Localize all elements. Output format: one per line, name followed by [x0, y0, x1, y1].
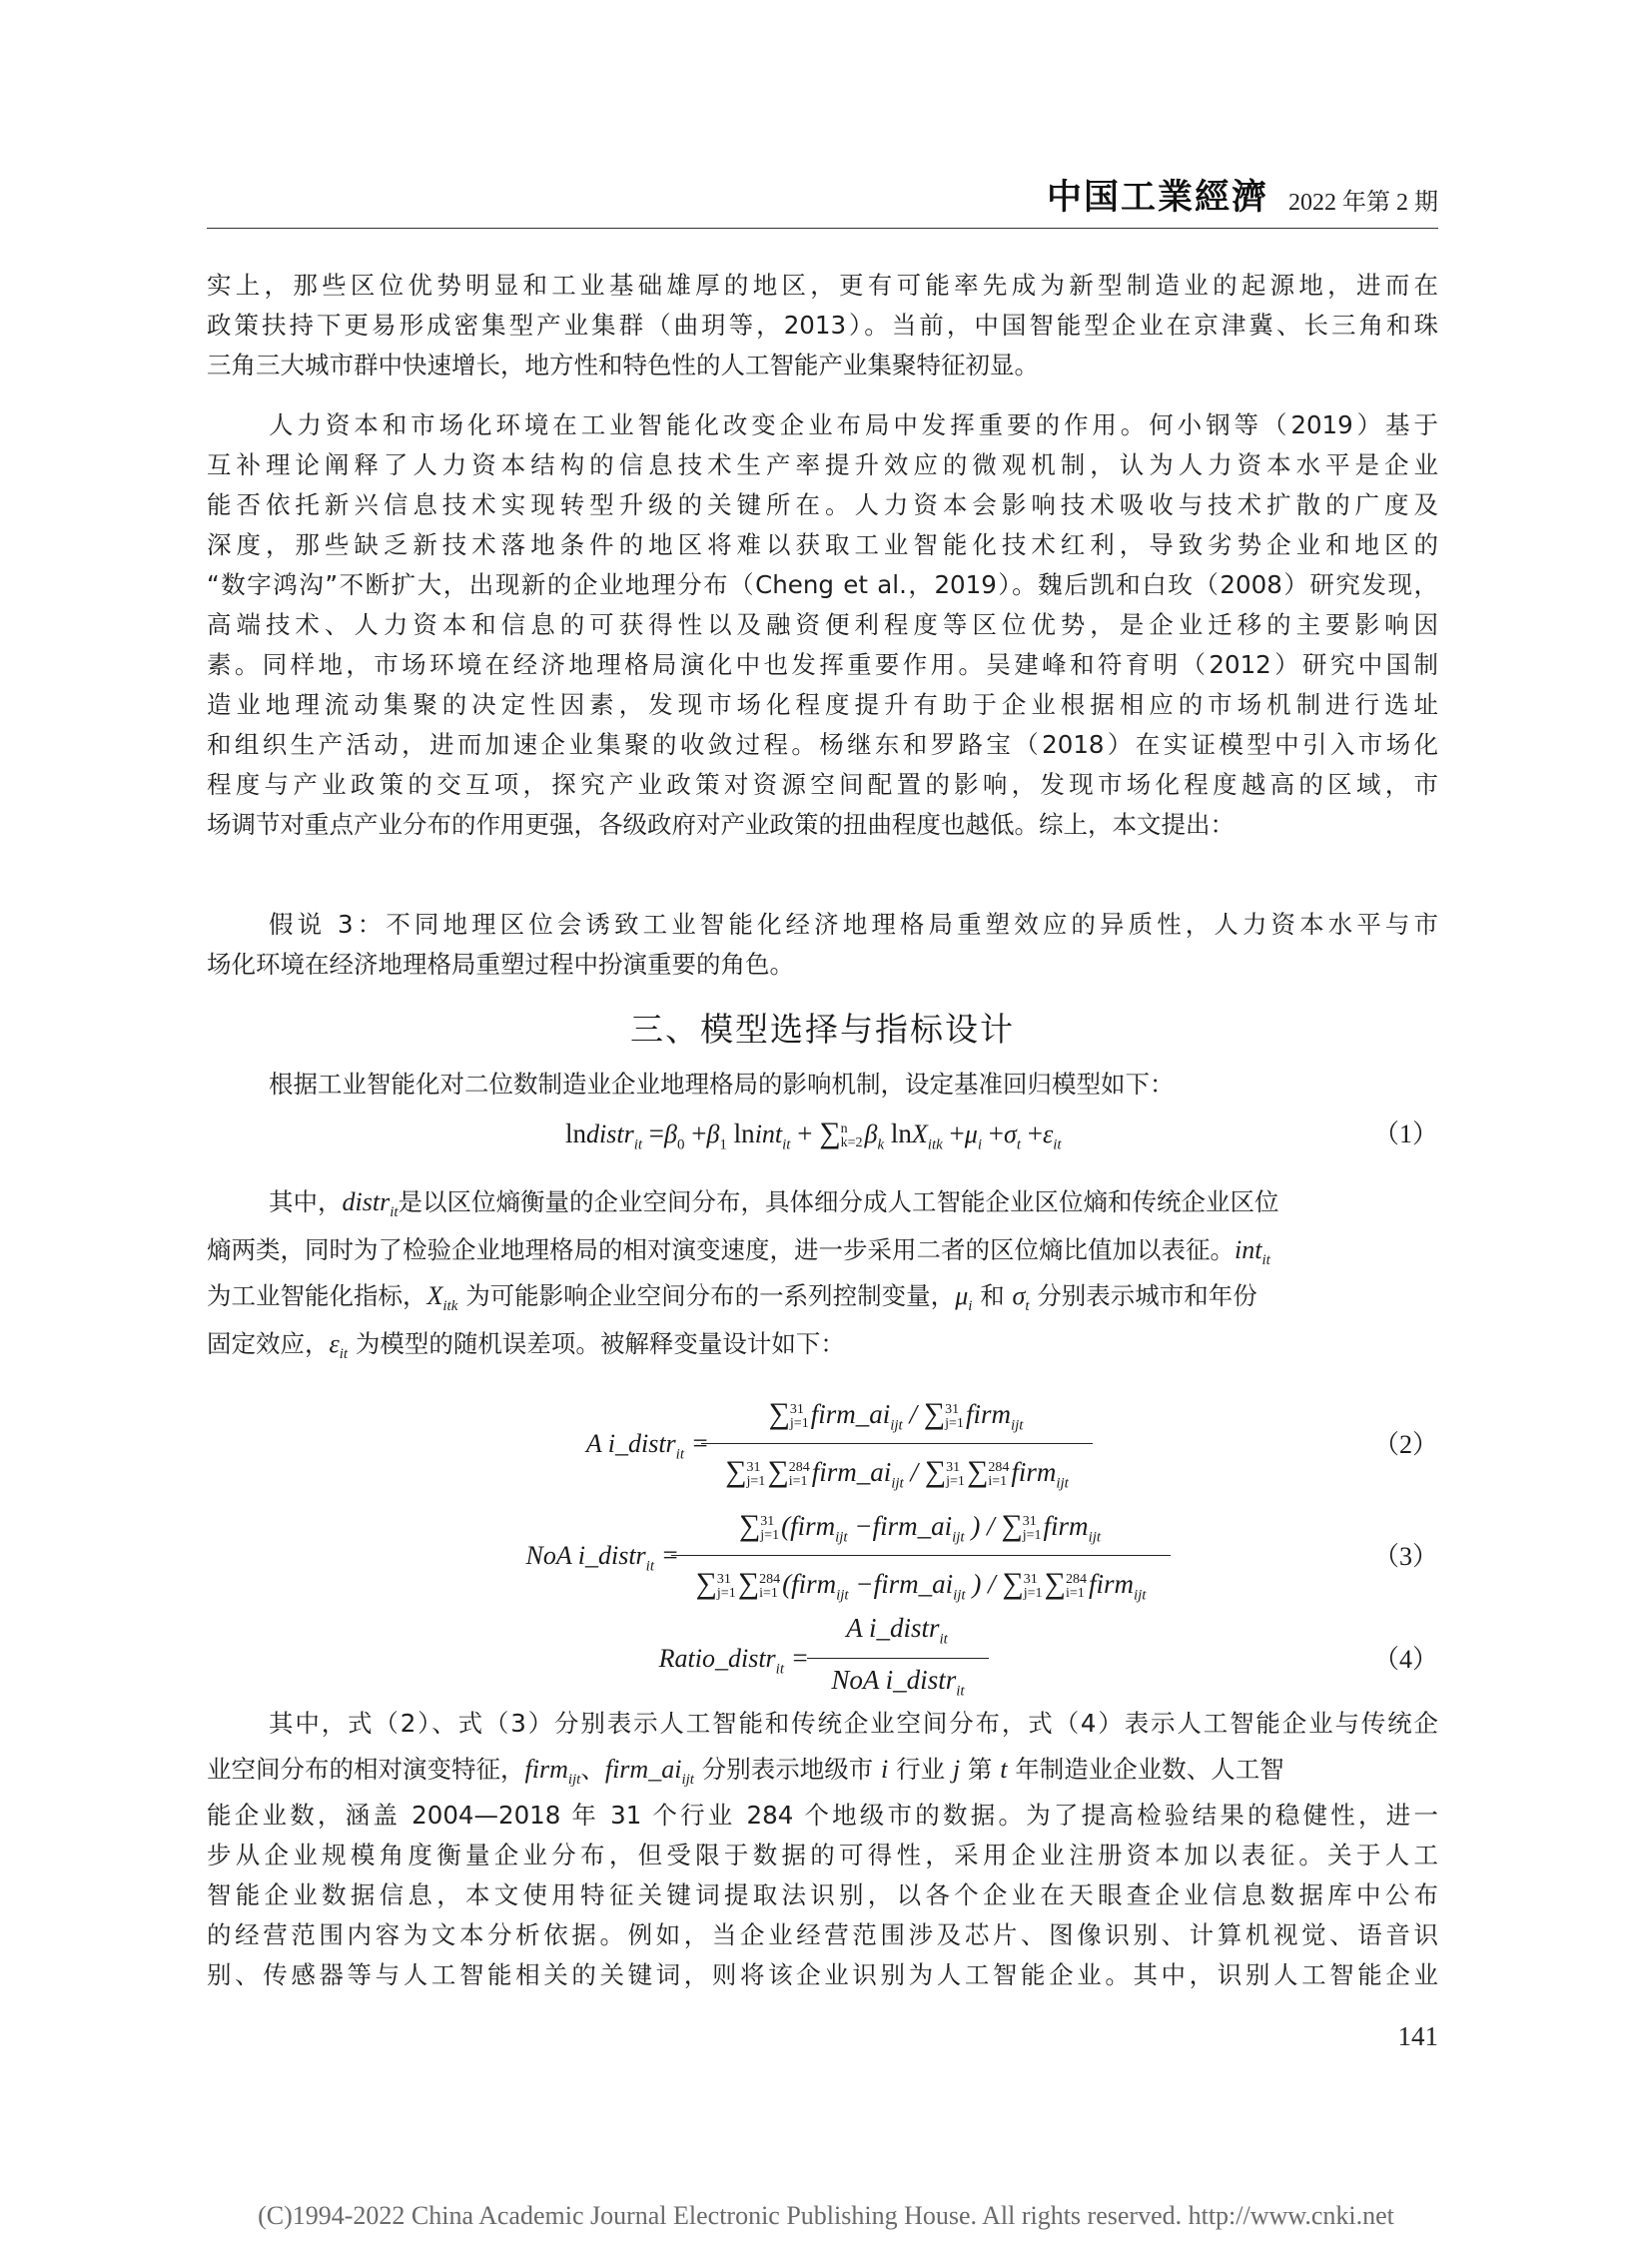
text-run: 为可能影响企业空间分布的一系列控制变量， — [465, 1281, 956, 1310]
text-run: 第 — [967, 1755, 993, 1784]
text-run: 熵两类，同时为了检验企业地理格局的相对演变速度，进一步采用二者的区位熵比值加以表征。 — [207, 1235, 1235, 1264]
text-run: 为模型的随机误差项。被解释变量设计如下： — [355, 1329, 845, 1358]
text-run: 分别表示地级市 — [701, 1755, 874, 1784]
para2-line: 和组织生产活动，进而加速企业集聚的收敛过程。杨继东和罗路宝（2018）在实证模型中引入市场化 — [207, 730, 1438, 759]
text-run: 其中， — [269, 1187, 343, 1216]
page-number: 141 — [1397, 2021, 1438, 2051]
journal-name: 中国工業經濟 — [1046, 177, 1268, 218]
text-run: 是以区位熵衡量的企业空间分布，具体细分成人工智能企业区位熵和传统企业区位 — [398, 1187, 1279, 1216]
para2-line: 深度，那些缺乏新技术落地条件的地区将难以获取工业智能化技术红利，导致劣势企业和地区的 — [207, 530, 1438, 559]
para2-line: 高端技术、人力资本和信息的可获得性以及融资便利程度等区位优势，是企业迁移的主要影响因 — [207, 610, 1438, 639]
variable-line: 别、传感器等与人工智能相关的关键词，则将该企业识别为人工智能企业。其中，识别人工智能企业 — [207, 1960, 1438, 1989]
variable-line: 其中，式（2）、式（3）分别表示人工智能和传统企业空间分布，式（4）表示人工智能企业与传统企 — [269, 1709, 1438, 1738]
definition-line: 固定效应，$\varepsilon_{it}$ 为模型的随机误差项。被解释变量设计如下： — [207, 1329, 845, 1362]
variable-line: 的经营范围内容为文本分析依据。例如，当企业经营范围涉及芯片、图像识别、计算机视觉、语音识 — [207, 1920, 1438, 1949]
para2-line: 素。同样地，市场环境在经济地理格局演化中也发挥重要作用。吴建峰和符育明（2012）研究中国制 — [207, 650, 1438, 679]
equation-number: （1） — [1372, 1120, 1438, 1148]
text-run: 为工业智能化指标， — [207, 1281, 427, 1310]
equation-number: （4） — [1372, 1645, 1438, 1674]
text-run: 和 — [980, 1281, 1005, 1310]
running-header — [207, 178, 1438, 229]
text-run: 年制造业企业数、人工智 — [1015, 1755, 1284, 1784]
hypothesis-line: 场化环境在经济地理格局重塑过程中扮演重要的角色。 — [207, 950, 794, 979]
para2-line: 能否依托新兴信息技术实现转型升级的关键所在。人力资本会影响技术吸收与技术扩散的广度及 — [207, 490, 1438, 519]
text-run: 分别表示城市和年份 — [1037, 1281, 1257, 1310]
variable-line: 能企业数，涵盖 2004—2018 年 31 个行业 284 个地级市的数据。为了提高检验结果的稳健性，进一 — [207, 1801, 1438, 1830]
para2-line: 人力资本和市场化环境在工业智能化改变企业布局中发挥重要的作用。何小钢等（2019）基于 — [269, 410, 1438, 439]
section-heading: 三、模型选择与指标设计 — [630, 1010, 1015, 1049]
text-run: 、 — [580, 1755, 605, 1784]
text-run: 固定效应， — [207, 1329, 330, 1358]
definition-line: 其中，distr$_{it}$是以区位熵衡量的企业空间分布，具体细分成人工智能企业区位熵和传统企业区位 — [269, 1187, 1279, 1220]
para2-line: 程度与产业政策的交互项，探究产业政策对资源空间配置的影响，发现市场化程度越高的区域，市 — [207, 770, 1438, 799]
equation-number: （3） — [1372, 1542, 1438, 1571]
variable-line: 智能企业数据信息，本文使用特征关键词提取法识别，以各个企业在天眼查企业信息数据库中公布 — [207, 1880, 1438, 1909]
para1-line: 实上，那些区位优势明显和工业基础雄厚的地区，更有可能率先成为新型制造业的起源地，进而在 — [207, 271, 1438, 300]
definition-line: 熵两类，同时为了检验企业地理格局的相对演变速度，进一步采用二者的区位熵比值加以表征。int$_{it}$ — [207, 1235, 1270, 1268]
para1-line: 政策扶持下更易形成密集型产业集群（曲玥等，2013）。当前，中国智能型企业在京津冀、长三角和珠 — [207, 311, 1438, 340]
copyright-footer: (C)1994-2022 China Academic Journal Electronic Publishing House. All rights reserved. http://www.cnki.net — [258, 2201, 1394, 2230]
para2-line: “数字鸿沟”不断扩大，出现新的企业地理分布（Cheng et al.，2019）。魏后凯和白玫（2008）研究发现， — [207, 570, 1438, 599]
text-run: 行业 — [896, 1755, 946, 1784]
variable-line: 步从企业规模角度衡量企业分布，但受限于数据的可得性，采用企业注册资本加以表征。关于人工 — [207, 1841, 1438, 1869]
model-intro-line: 根据工业智能化对二位数制造业企业地理格局的影响机制，设定基准回归模型如下： — [269, 1070, 1175, 1099]
para2-line: 场调节对重点产业分布的作用更强，各级政府对产业政策的扭曲程度也越低。综上，本文提出： — [207, 810, 1235, 839]
hypothesis-line: 假说 3：不同地理区位会诱致工业智能化经济地理格局重塑效应的异质性，人力资本水平与市 — [269, 910, 1438, 939]
definition-line: 为工业智能化指标，$X_{itk}$ 为可能影响企业空间分布的一系列控制变量，$\mu_i$ 和 $\sigma_t$ 分别表示城市和年份 — [207, 1281, 1257, 1314]
para2-line: 互补理论阐释了人力资本结构的信息技术生产率提升效应的微观机制，认为人力资本水平是企业 — [207, 450, 1438, 479]
equation-number: （2） — [1372, 1430, 1438, 1459]
text-run: 业空间分布的相对演变特征， — [207, 1755, 525, 1784]
para2-line: 造业地理流动集聚的决定性因素，发现市场化程度提升有助于企业根据相应的市场机制进行选址 — [207, 690, 1438, 719]
variable-line: 业空间分布的相对演变特征，firm$_{ijt}$、$firm\_ai_{ijt}$ 分别表示地级市 i 行业 j 第 t 年制造业企业数、人工智 — [207, 1755, 1284, 1788]
equation-1: lndistr$_{it}$ $=\beta_0 +\beta_1$ lnint$_{it}$ + ∑ n k=2 $\beta_k$ $\ln X_{itk} +\mu_i +\sigma_t +\varepsilon_{it}$ — [565, 1117, 1062, 1153]
para1-line: 三角三大城市群中快速增长，地方性和特色性的人工智能产业集聚特征初显。 — [207, 351, 1039, 379]
issue-label: 2022 年第 2 期 — [1288, 190, 1438, 216]
journal-page: 中国工業經濟 2022 年第 2 期 实上，那些区位优势明显和工业基础雄厚的地区，更有可能率先成为新型制造业的起源地，进而在 政策扶持下更易形成密集型产业集群（曲玥等，2013）。当前，中国智能型企业在京津冀、长三角和珠 三角三大城市群中快速增长，地方性和特色性的人工智能产业集聚特征初显。 人力资本和市场化环境在工业智能化改变企业布局中发挥重要的作用。何小钢等（2019）基于 互补理论阐释了人力资本结构的信息技术生产率提升效应的微观机制，认为人力资本水平是企业 能否依托新兴信息技术实现转型升级的关键所在。人力资本会影响技术吸收与技术扩散的广度及 深度，那些缺乏新技术落地条件的地区将难以获取工业智能化技术红利，导致劣势企业和地区的 “数字鸿沟”不断扩大，出现新的企业地理分布（Cheng et al.，2019）。魏后凯和白玫（2008）研究发现， 高端技术、人力资本和信息的可获得性以及融资便利程度等区位优势，是企业迁移的主要影响因 素。同样地，市场环境在经济地理格局演化中也发挥重要作用。吴建峰和符育明（2012）研究中国制 造业地理流动集聚的决定性因素，发现市场化程度提升有助于企业根据相应的市场机制进行选址 和组织生产活动，进而加速企业集聚的收敛过程。杨继东和罗路宝（2018）在实证模型中引入市场化 程度与产业政策的交互项，探究产业政策对资源空间配置的影响，发现市场化程度越高的区域，市 场调节对重点产业分布的作用更强，各级政府对产业政策的扭曲程度也越低。综上，本文提出： 假说 3：不同地理区位会诱致工业智能化经济地理格局重塑效应的异质性，人力资本水平与市 场化环境在经济地理格局重塑过程中扮演重要的角色。 三、模型选择与指标设计 根据工业智能化对二位数制造业企业地理格局的影响机制，设定基准回归模型如下： lndistr$_{it}$ $=\beta_0 +\beta_1$ lnint$_{it}$ + ∑ n k=2 $\beta_k$ $\ln X_{itk} +\mu_i +\sigma_t +\varepsilon_{it}$ （1） 其中，distr$_{it}$是以区位熵衡量的企业空间分布，具体细分成人工智能企业区位熵和传统企业区位 熵两类，同时为了检验企业地理格局的相对演变速度，进一步采用二者的区位熵比值加以表征。int$_{it}$ 为工业智能化指标，$X_{itk}$ 为可能影响企业空间分布的一系列控制变量，$\mu_i$ 和 $\sigma_t$ 分别表示城市和年份 固定效应，$\varepsilon_{it}$ 为模型的随机误差项。被解释变量设计如下： A i_distr$_{it}$ = ∑ 31 j=1 $firm\_ai_{ijt}$ / ∑ 31 j=1 firm$_{ijt}$ ∑ 31 j=1 ∑ 284 i=1 $firm\_ai_{ijt}$ / ∑ 31 j=1 ∑ 284 i=1 firm$_{ijt}$ （2） NoA i_distr$_{it}$ = ∑ 31 j=1 (firm$_{ijt}$ $-firm\_ai_{ijt}$ ) / ∑ 31 j=1 firm$_{ijt}$ ∑ 31 j=1 ∑ 284 i=1 (firm$_{ijt}$ $-firm\_ai_{ijt}$ ) / ∑ 31 j=1 ∑ 284 i=1 firm$_{ijt}$ （3） Ratio_distr$_{it}$ = A i_distr$_{it}$ NoA i_distr$_{it}$ （4） 其中，式（2）、式（3）分别表示人工智能和传统企业空间分布，式（4）表示人工智能企业与传统企 业空间分布的相对演变特征，firm$_{ijt}$、$firm\_ai_{ijt}$ 分别表示地级市 i 行业 j 第 t 年制造业企业数、人工智 能企业数，涵盖 2004—2018 年 31 个行业 284 个地级市的数据。为了提高检验结果的稳健性，进一 步从企业规模角度衡量企业分布，但受限于数据的可得性，采用企业注册资本加以表征。关于人工 智能企业数据信息，本文使用特征关键词提取法识别，以各个企业在天眼查企业信息数据库中公布 的经营范围内容为文本分析依据。例如，当企业经营范围涉及芯片、图像识别、计算机视觉、语音识 别、传感器等与人工智能相关的关键词，则将该企业识别为人工智能企业。其中，识别人工智能企业 141 (C)1994-2022 China Academic Journal Electronic Publishing House. All rights reserved. http://www.cnki.net — [0, 0, 1652, 2241]
